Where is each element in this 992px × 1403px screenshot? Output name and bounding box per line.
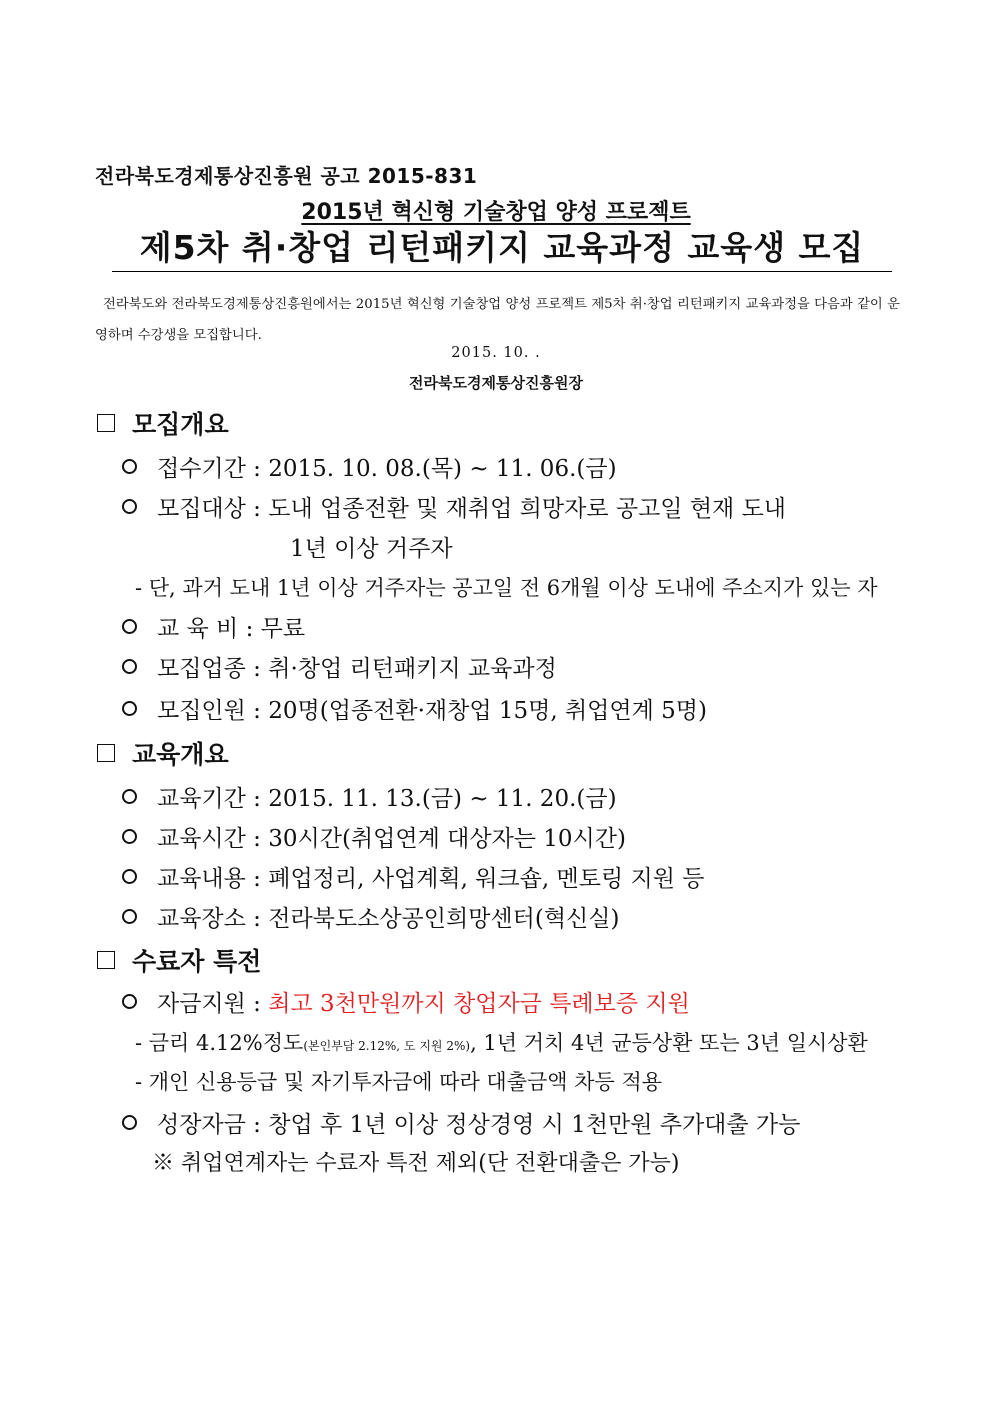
list-item-education-content (122, 860, 704, 893)
list-item-funding (122, 985, 690, 1018)
funding-highlight: 최고 3천만원까지 창업자금 특례보증 지원 (268, 991, 690, 1017)
square-bullet-icon (97, 951, 115, 969)
interest-rate-detail: (본인부담 2.12%, 도 지원 2%) (303, 1039, 471, 1053)
notice-number: 전라북도경제통상진흥원 공고 2015-831 (95, 164, 478, 188)
circle-bullet-icon (122, 994, 137, 1009)
square-bullet-icon (97, 414, 115, 432)
section-heading-benefits (95, 942, 261, 978)
exclusion-note: ※ 취업연계자는 수료자 특전 제외(단 전환대출은 가능) (152, 1151, 680, 1176)
list-item-text: 모집대상 : 도내 업종전환 및 재취업 희망자로 공고일 현재 도내 (157, 496, 786, 522)
page-title: 제5차 취·창업 리턴패키지 교육과정 교육생 모집 (139, 228, 865, 267)
list-item-text: 모집업종 : 취·창업 리턴패키지 교육과정 (157, 656, 557, 682)
list-item-text: 접수기간 : 2015. 10. 08.(목) ~ 11. 06.(금) (157, 456, 617, 482)
list-item-text: 교육기간 : 2015. 11. 13.(금) ~ 11. 20.(금) (157, 786, 617, 812)
circle-bullet-icon (122, 619, 137, 634)
intro-paragraph: 전라북도와 전라북도경제통상진흥원에서는 2015년 혁신형 기술창업 양성 프로젝트 제5차 취·창업 리턴패키지 교육과정을 다음과 같이 운영하며 수강생을 모집합니다. (95, 297, 900, 343)
list-item-field (122, 650, 557, 683)
list-item-text: 교육장소 : 전라북도소상공인희망센터(혁신실) (157, 906, 620, 932)
list-item-fee (122, 610, 305, 643)
interest-rate-prefix: - 금리 4.12%정도 (135, 1031, 304, 1055)
circle-bullet-icon (122, 459, 137, 474)
list-item-education-hours (122, 820, 626, 853)
list-item-target-continuation: 1년 이상 거주자 (290, 536, 453, 562)
list-item-growth-fund (122, 1106, 800, 1139)
list-item-education-venue (122, 900, 619, 933)
square-bullet-icon (97, 744, 115, 762)
circle-bullet-icon (122, 909, 137, 924)
project-subtitle-text: 2015년 혁신형 기술창업 양성 프로젝트 (301, 200, 691, 225)
funding-label: 자금지원 : (157, 991, 269, 1017)
circle-bullet-icon (122, 869, 137, 884)
target-condition-note: - 단, 과거 도내 1년 이상 거주자는 공고일 전 6개월 이상 도내에 주소지가 있는 자 (135, 576, 878, 600)
circle-bullet-icon (122, 701, 137, 716)
interest-rate-note (135, 1027, 868, 1057)
section-heading-text: 모집개요 (132, 410, 229, 439)
circle-bullet-icon (122, 789, 137, 804)
list-item-text: 교육내용 : 폐업정리, 사업계획, 워크숍, 멘토링 지원 등 (157, 866, 705, 892)
list-item-target (122, 490, 786, 523)
list-item-text: 성장자금 : 창업 후 1년 이상 정상경영 시 1천만원 추가대출 가능 (157, 1112, 801, 1138)
issuer-name: 전라북도경제통상진흥원장 (409, 374, 583, 392)
list-item-text: 모집인원 : 20명(업종전환·재창업 15명, 취업연계 5명) (157, 698, 707, 724)
notice-date: 2015. 10. . (451, 345, 541, 361)
list-item-text: 교육시간 : 30시간(취업연계 대상자는 10시간) (157, 826, 626, 852)
title-block (112, 222, 892, 272)
circle-bullet-icon (122, 829, 137, 844)
circle-bullet-icon (122, 659, 137, 674)
list-item-application-period (122, 450, 617, 483)
circle-bullet-icon (122, 499, 137, 514)
list-item-quota (122, 692, 707, 725)
section-heading-recruitment (95, 405, 229, 441)
circle-bullet-icon (122, 1115, 137, 1130)
list-item-education-period (122, 780, 617, 813)
credit-rating-note: - 개인 신용등급 및 자기투자금에 따라 대출금액 차등 적용 (135, 1070, 663, 1094)
list-item-text: 교 육 비 : 무료 (157, 616, 306, 642)
interest-rate-suffix: , 1년 거치 4년 균등상환 또는 3년 일시상환 (470, 1031, 868, 1055)
section-heading-education (95, 735, 229, 771)
section-heading-text: 교육개요 (132, 740, 229, 769)
section-heading-text: 수료자 특전 (132, 947, 262, 976)
